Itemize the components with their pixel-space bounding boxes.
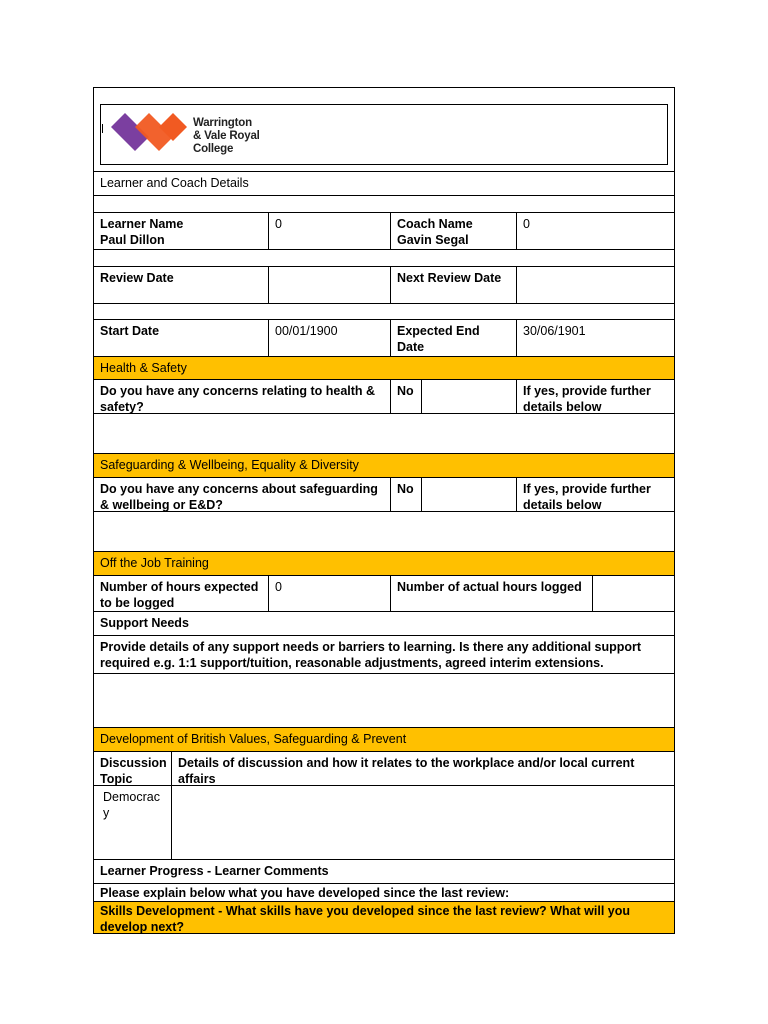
otj-expected-value[interactable]: 0 bbox=[268, 576, 390, 611]
next-review-date-label: Next Review Date bbox=[390, 267, 516, 303]
coach-id-value[interactable]: 0 bbox=[516, 213, 674, 249]
section-title: Health & Safety bbox=[100, 361, 187, 375]
support-prompt-row bbox=[94, 635, 674, 673]
safeguarding-blank[interactable] bbox=[421, 478, 516, 511]
section-progress bbox=[94, 859, 674, 883]
section-title: Support Needs bbox=[100, 616, 189, 630]
start-date-field[interactable]: 00/01/1900 bbox=[268, 320, 390, 356]
health-safety-details[interactable] bbox=[94, 413, 674, 453]
names-row bbox=[94, 212, 674, 249]
section-title: Learner Progress - Learner Comments bbox=[100, 864, 329, 878]
british-values-header-row bbox=[94, 751, 674, 785]
start-date-label: Start Date bbox=[100, 324, 160, 338]
section-support bbox=[94, 611, 674, 635]
college-logo-text: Warrington & Vale Royal College bbox=[193, 117, 260, 155]
learner-name-value[interactable]: Paul Dillon bbox=[100, 233, 165, 247]
otj-hours-row bbox=[94, 575, 674, 611]
safeguarding-note: If yes, provide further details below bbox=[516, 478, 674, 511]
margin-mark bbox=[102, 124, 103, 133]
coach-name-value[interactable]: Gavin Segal bbox=[397, 233, 469, 247]
expected-end-date-field[interactable]: 30/06/1901 bbox=[516, 320, 674, 356]
discussion-details-field[interactable] bbox=[171, 786, 674, 859]
review-date-label: Review Date bbox=[100, 271, 174, 285]
college-logo-icon bbox=[111, 113, 187, 155]
skills-development-heading: Skills Development - What skills have you developed since the last review? What will you develop next? bbox=[100, 904, 631, 934]
health-safety-question: Do you have any concerns relating to health & safety? bbox=[100, 384, 376, 414]
section-skills-development bbox=[94, 901, 674, 933]
section-learner-coach bbox=[94, 171, 674, 195]
support-details[interactable] bbox=[94, 673, 674, 727]
otj-expected-label: Number of hours expected to be logged bbox=[100, 580, 259, 610]
section-british-values bbox=[94, 727, 674, 751]
section-title: Off the Job Training bbox=[100, 556, 209, 570]
section-title: Safeguarding & Wellbeing, Equality & Diversity bbox=[100, 458, 359, 472]
support-prompt: Provide details of any support needs or barriers to learning. Is there any additional support required e.g. 1:1 support/tuition, reasonable adjustments, agreed interim extensions. bbox=[100, 640, 642, 670]
support-details-field[interactable] bbox=[94, 674, 674, 727]
course-dates-row bbox=[94, 319, 674, 356]
safeguarding-details[interactable] bbox=[94, 511, 674, 551]
expected-end-date-label: Expected End Date bbox=[390, 320, 516, 356]
section-safeguarding bbox=[94, 453, 674, 477]
spacer-row bbox=[94, 303, 674, 319]
review-dates-row bbox=[94, 266, 674, 303]
safeguarding-answer[interactable]: No bbox=[390, 478, 421, 511]
spacer-row bbox=[94, 195, 674, 212]
discussion-topic-value[interactable]: Democracy bbox=[103, 790, 160, 820]
progress-prompt: Please explain below what you have developed since the last review: bbox=[100, 886, 510, 900]
review-form bbox=[93, 87, 675, 934]
health-safety-blank[interactable] bbox=[421, 380, 516, 413]
progress-prompt-row bbox=[94, 883, 674, 901]
otj-actual-value[interactable] bbox=[592, 576, 674, 611]
discussion-topic-label: Discussion Topic bbox=[100, 756, 167, 786]
learner-id-value[interactable]: 0 bbox=[268, 213, 390, 249]
health-safety-question-row bbox=[94, 379, 674, 413]
discussion-details-label: Details of discussion and how it relates to the workplace and/or local current affairs bbox=[171, 752, 674, 785]
health-safety-note: If yes, provide further details below bbox=[516, 380, 674, 413]
learner-name-label: Learner Name Paul Dillon bbox=[94, 213, 268, 249]
safeguarding-question-row bbox=[94, 477, 674, 511]
section-otj bbox=[94, 551, 674, 575]
coach-name-label: Coach Name Gavin Segal bbox=[390, 213, 516, 249]
spacer-row bbox=[94, 249, 674, 266]
section-title: Development of British Values, Safeguarding & Prevent bbox=[100, 732, 407, 746]
safeguarding-details-field[interactable] bbox=[94, 512, 674, 551]
section-title: Learner and Coach Details bbox=[100, 176, 249, 190]
section-health-safety bbox=[94, 356, 674, 379]
health-safety-answer[interactable]: No bbox=[390, 380, 421, 413]
british-values-entry-row bbox=[94, 785, 674, 859]
header-box bbox=[100, 104, 668, 165]
next-review-date-field[interactable] bbox=[516, 267, 674, 303]
safeguarding-question: Do you have any concerns about safeguarding & wellbeing or E&D? bbox=[100, 482, 378, 512]
review-date-field[interactable] bbox=[268, 267, 390, 303]
otj-actual-label: Number of actual hours logged bbox=[390, 576, 592, 611]
health-safety-details-field[interactable] bbox=[94, 414, 674, 453]
